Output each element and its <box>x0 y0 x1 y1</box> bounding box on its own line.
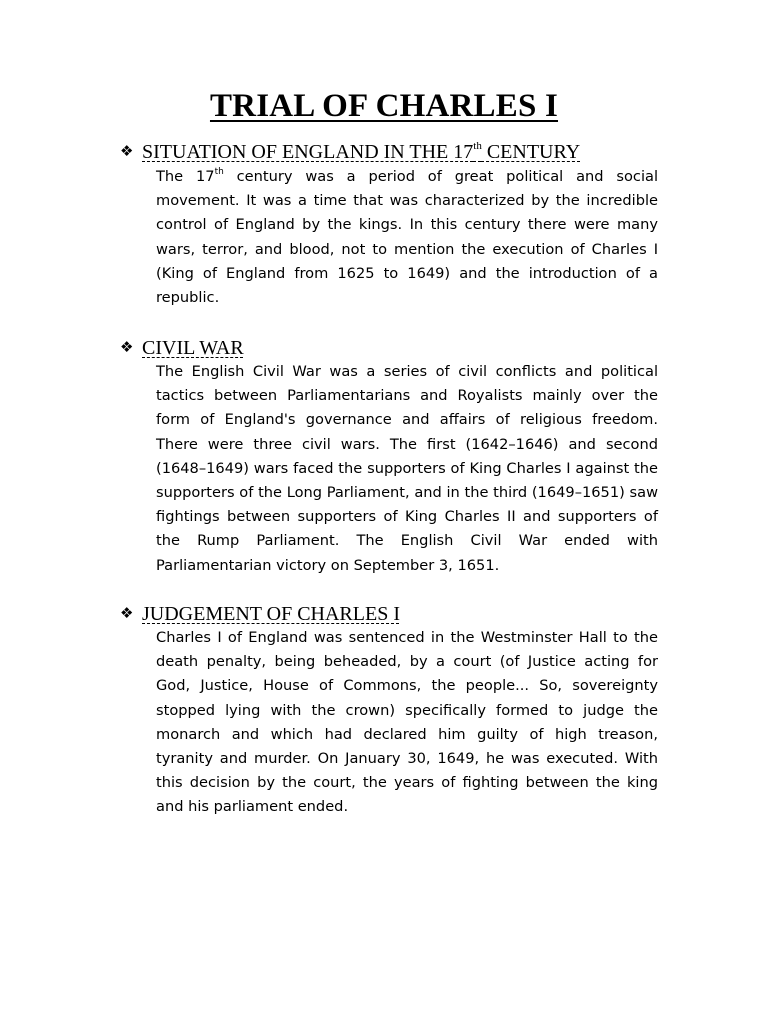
section-body: The English Civil War was a series of civil conflicts and political tactics between Parliamentarians and Royalists mainly over the form of England's governance and affairs of religious freedom. There were three civil wars. The first (1642–1646) and second (1648–1649) wars faced the supporters of King Charles I against the supporters of the Long Parliament, and in the third (1649–1651) saw fightings between supporters of King Charles II and supporters of the Rump Parliament. The English Civil War ended with Parliamentarian victory on September 3, 1651. <box>156 363 658 574</box>
section-body: Charles I of England was sentenced in the Westminster Hall to the death penalty, being beheaded, by a court (of Justice acting for God, Justice, House of Commons, the people... So, sovereignty stopped lying with the crown) specifically formed to judge the monarch and which had declared him guilty of high treason, tyranity and murder. On January 30, 1649, he was executed. With this decision by the court, the years of fighting between the king and his parliament ended. <box>156 629 658 816</box>
body-text-part: century was a period of great political and social movement. It was a time that was characterized by the incredible control of England by the kings. In this century there were many wars, terror, and blood, not to mention the execution of Charles I (King of England from 1625 to 1649) and the introduction of a republic. <box>156 168 658 307</box>
document-title: TRIAL OF CHARLES I <box>209 88 559 124</box>
section-heading-text: JUDGEMENT OF CHARLES I <box>142 603 400 625</box>
diamond-bullet-icon: ❖ <box>120 338 134 356</box>
body-text-part: The 17 <box>156 168 215 185</box>
section-heading-text <box>142 141 580 163</box>
heading-text-part: SITUATION OF ENGLAND IN THE 17 <box>142 141 474 163</box>
section-heading-text: CIVIL WAR <box>142 337 244 359</box>
section-heading <box>120 335 244 360</box>
diamond-bullet-icon: ❖ <box>120 604 134 622</box>
heading-text-part: CENTURY <box>481 141 581 163</box>
diamond-bullet-icon: ❖ <box>120 142 134 160</box>
body-superscript: th <box>214 167 224 177</box>
section-heading <box>120 601 400 626</box>
section-heading <box>120 139 580 164</box>
section-body <box>156 165 658 310</box>
heading-superscript: th <box>473 140 482 152</box>
